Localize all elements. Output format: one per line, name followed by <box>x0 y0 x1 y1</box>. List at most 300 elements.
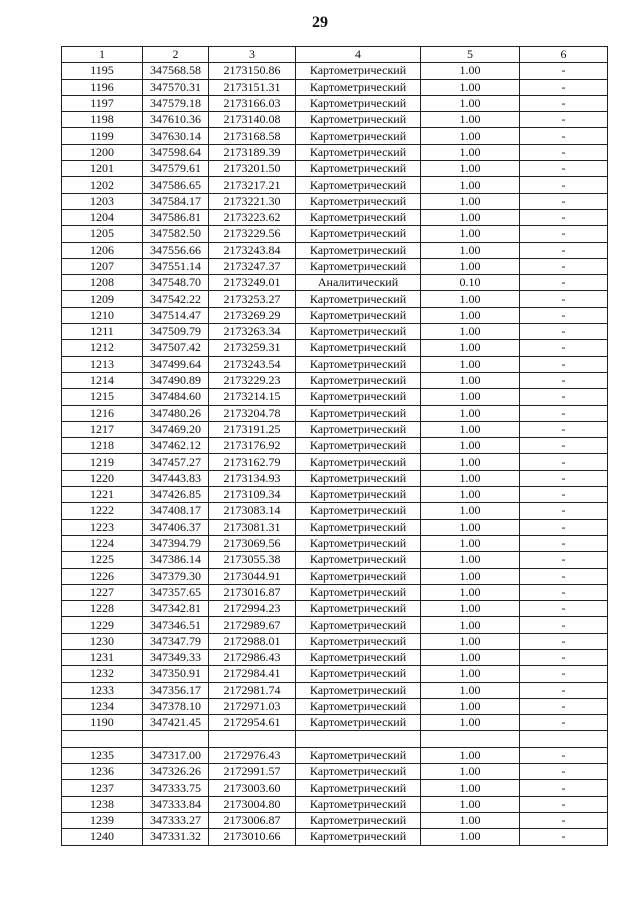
x-coordinate-cell: 347556.66 <box>143 242 209 258</box>
method-cell: Картометрический <box>296 324 421 340</box>
x-coordinate-cell: 347586.65 <box>143 177 209 193</box>
accuracy-cell: 1.00 <box>421 95 520 111</box>
description-cell: - <box>520 682 608 698</box>
method-cell: Картометрический <box>296 405 421 421</box>
page-number: 29 <box>312 14 328 31</box>
accuracy-cell: 1.00 <box>421 666 520 682</box>
table-row <box>62 503 608 519</box>
method-cell: Картометрический <box>296 764 421 780</box>
accuracy-cell: 1.00 <box>421 128 520 144</box>
method-cell: Картометрический <box>296 438 421 454</box>
method-cell: Картометрический <box>296 193 421 209</box>
table-row <box>62 226 608 242</box>
y-coordinate-cell: 2173109.34 <box>209 487 296 503</box>
method-cell: Картометрический <box>296 715 421 731</box>
table-row <box>62 454 608 470</box>
y-coordinate-cell: 2173083.14 <box>209 503 296 519</box>
point-number-cell: 1222 <box>62 503 143 519</box>
point-number-cell: 1234 <box>62 698 143 714</box>
method-cell: Картометрический <box>296 796 421 812</box>
y-coordinate-cell: 2173204.78 <box>209 405 296 421</box>
method-cell: Картометрический <box>296 144 421 160</box>
y-coordinate-cell: 2172991.57 <box>209 764 296 780</box>
description-cell: - <box>520 568 608 584</box>
accuracy-cell: 1.00 <box>421 568 520 584</box>
point-number-cell: 1200 <box>62 144 143 160</box>
accuracy-cell: 1.00 <box>421 144 520 160</box>
point-number-cell: 1227 <box>62 584 143 600</box>
x-coordinate-cell: 347514.47 <box>143 307 209 323</box>
x-coordinate-cell: 347331.32 <box>143 829 209 845</box>
accuracy-cell: 1.00 <box>421 503 520 519</box>
x-coordinate-cell: 347630.14 <box>143 128 209 144</box>
x-coordinate-cell: 347584.17 <box>143 193 209 209</box>
point-number-cell: 1198 <box>62 112 143 128</box>
accuracy-cell: 1.00 <box>421 79 520 95</box>
description-cell: - <box>520 812 608 828</box>
description-cell: - <box>520 242 608 258</box>
point-number-cell: 1240 <box>62 829 143 845</box>
accuracy-cell: 1.00 <box>421 258 520 274</box>
x-coordinate-cell: 347379.30 <box>143 568 209 584</box>
point-number-cell: 1208 <box>62 275 143 291</box>
accuracy-cell: 1.00 <box>421 519 520 535</box>
table-row <box>62 63 608 79</box>
description-cell: - <box>520 209 608 225</box>
point-number-cell: 1220 <box>62 470 143 486</box>
accuracy-cell: 1.00 <box>421 812 520 828</box>
method-cell: Картометрический <box>296 421 421 437</box>
table-row <box>62 307 608 323</box>
table-row <box>62 405 608 421</box>
point-number-cell: 1225 <box>62 552 143 568</box>
y-coordinate-cell: 2172981.74 <box>209 682 296 698</box>
x-coordinate-cell: 347347.79 <box>143 633 209 649</box>
point-number-cell: 1215 <box>62 389 143 405</box>
description-cell: - <box>520 291 608 307</box>
description-cell: - <box>520 389 608 405</box>
y-coordinate-cell: 2173191.25 <box>209 421 296 437</box>
point-number-cell: 1217 <box>62 421 143 437</box>
description-cell: - <box>520 258 608 274</box>
accuracy-cell: 1.00 <box>421 470 520 486</box>
table-row <box>62 666 608 682</box>
table-row <box>62 291 608 307</box>
table-row <box>62 79 608 95</box>
x-coordinate-cell: 347346.51 <box>143 617 209 633</box>
method-cell: Картометрический <box>296 79 421 95</box>
description-cell: - <box>520 340 608 356</box>
y-coordinate-cell: 2173134.93 <box>209 470 296 486</box>
x-coordinate-cell: 347579.61 <box>143 161 209 177</box>
y-coordinate-cell: 2173229.56 <box>209 226 296 242</box>
description-cell: - <box>520 617 608 633</box>
x-coordinate-cell: 347462.12 <box>143 438 209 454</box>
accuracy-cell: 1.00 <box>421 649 520 665</box>
table-row <box>62 112 608 128</box>
table-row <box>62 780 608 796</box>
point-number-cell: 1237 <box>62 780 143 796</box>
description-cell: - <box>520 193 608 209</box>
description-cell <box>520 731 608 747</box>
method-cell: Аналитический <box>296 275 421 291</box>
column-header: 1 <box>62 47 143 63</box>
method-cell: Картометрический <box>296 307 421 323</box>
description-cell: - <box>520 161 608 177</box>
table-row <box>62 747 608 763</box>
table-row <box>62 633 608 649</box>
x-coordinate-cell: 347579.18 <box>143 95 209 111</box>
table-row <box>62 356 608 372</box>
accuracy-cell: 1.00 <box>421 193 520 209</box>
point-number-cell: 1211 <box>62 324 143 340</box>
point-number-cell: 1207 <box>62 258 143 274</box>
y-coordinate-cell: 2173151.31 <box>209 79 296 95</box>
x-coordinate-cell: 347509.79 <box>143 324 209 340</box>
y-coordinate-cell: 2173247.37 <box>209 258 296 274</box>
description-cell: - <box>520 519 608 535</box>
x-coordinate-cell: 347333.75 <box>143 780 209 796</box>
table-row <box>62 584 608 600</box>
column-header: 2 <box>143 47 209 63</box>
x-coordinate-cell: 347582.50 <box>143 226 209 242</box>
description-cell: - <box>520 633 608 649</box>
x-coordinate-cell: 347326.26 <box>143 764 209 780</box>
x-coordinate-cell: 347406.37 <box>143 519 209 535</box>
y-coordinate-cell: 2173243.84 <box>209 242 296 258</box>
x-coordinate-cell: 347484.60 <box>143 389 209 405</box>
point-number-cell: 1230 <box>62 633 143 649</box>
y-coordinate-cell: 2172989.67 <box>209 617 296 633</box>
point-number-cell: 1196 <box>62 79 143 95</box>
description-cell: - <box>520 503 608 519</box>
x-coordinate-cell: 347499.64 <box>143 356 209 372</box>
column-header: 4 <box>296 47 421 63</box>
description-cell: - <box>520 95 608 111</box>
x-coordinate-cell: 347378.10 <box>143 698 209 714</box>
point-number-cell: 1239 <box>62 812 143 828</box>
table-row <box>62 568 608 584</box>
method-cell: Картометрический <box>296 552 421 568</box>
table-row <box>62 601 608 617</box>
method-cell: Картометрический <box>296 95 421 111</box>
method-cell: Картометрический <box>296 226 421 242</box>
method-cell: Картометрический <box>296 682 421 698</box>
accuracy-cell: 1.00 <box>421 829 520 845</box>
description-cell: - <box>520 79 608 95</box>
table-row <box>62 438 608 454</box>
point-number-cell: 1197 <box>62 95 143 111</box>
y-coordinate-cell: 2173243.54 <box>209 356 296 372</box>
description-cell: - <box>520 780 608 796</box>
point-number-cell: 1204 <box>62 209 143 225</box>
table-row <box>62 193 608 209</box>
table-row <box>62 209 608 225</box>
table-row <box>62 340 608 356</box>
accuracy-cell: 1.00 <box>421 633 520 649</box>
table-row <box>62 829 608 845</box>
description-cell: - <box>520 470 608 486</box>
table-row <box>62 421 608 437</box>
y-coordinate-cell: 2172994.23 <box>209 601 296 617</box>
y-coordinate-cell: 2172976.43 <box>209 747 296 763</box>
method-cell: Картометрический <box>296 389 421 405</box>
method-cell: Картометрический <box>296 617 421 633</box>
table-row <box>62 519 608 535</box>
accuracy-cell: 1.00 <box>421 356 520 372</box>
description-cell: - <box>520 454 608 470</box>
accuracy-cell: 1.00 <box>421 324 520 340</box>
method-cell: Картометрический <box>296 829 421 845</box>
x-coordinate-cell <box>143 731 209 747</box>
accuracy-cell: 1.00 <box>421 340 520 356</box>
method-cell: Картометрический <box>296 666 421 682</box>
point-number-cell: 1221 <box>62 487 143 503</box>
description-cell: - <box>520 487 608 503</box>
table-row <box>62 128 608 144</box>
accuracy-cell: 1.00 <box>421 601 520 617</box>
table-row <box>62 764 608 780</box>
method-cell: Картометрический <box>296 454 421 470</box>
table-row <box>62 649 608 665</box>
y-coordinate-cell: 2173044.91 <box>209 568 296 584</box>
accuracy-cell: 1.00 <box>421 209 520 225</box>
table-row <box>62 470 608 486</box>
table-row <box>62 812 608 828</box>
method-cell: Картометрический <box>296 633 421 649</box>
table-row <box>62 617 608 633</box>
table-row <box>62 715 608 731</box>
description-cell: - <box>520 144 608 160</box>
y-coordinate-cell: 2173055.38 <box>209 552 296 568</box>
x-coordinate-cell: 347356.17 <box>143 682 209 698</box>
description-cell: - <box>520 829 608 845</box>
point-number-cell: 1214 <box>62 372 143 388</box>
point-number-cell: 1216 <box>62 405 143 421</box>
point-number-cell: 1235 <box>62 747 143 763</box>
description-cell: - <box>520 128 608 144</box>
method-cell: Картометрический <box>296 780 421 796</box>
method-cell: Картометрический <box>296 503 421 519</box>
table-row <box>62 161 608 177</box>
y-coordinate-cell: 2173006.87 <box>209 812 296 828</box>
description-cell: - <box>520 796 608 812</box>
method-cell <box>296 731 421 747</box>
method-cell: Картометрический <box>296 519 421 535</box>
method-cell: Картометрический <box>296 356 421 372</box>
table-row <box>62 552 608 568</box>
method-cell: Картометрический <box>296 128 421 144</box>
table-row <box>62 275 608 291</box>
description-cell: - <box>520 275 608 291</box>
method-cell: Картометрический <box>296 568 421 584</box>
x-coordinate-cell: 347333.27 <box>143 812 209 828</box>
accuracy-cell: 1.00 <box>421 747 520 763</box>
table-row <box>62 144 608 160</box>
x-coordinate-cell: 347333.84 <box>143 796 209 812</box>
point-number-cell <box>62 731 143 747</box>
x-coordinate-cell: 347394.79 <box>143 535 209 551</box>
point-number-cell: 1199 <box>62 128 143 144</box>
description-cell: - <box>520 552 608 568</box>
description-cell: - <box>520 226 608 242</box>
x-coordinate-cell: 347542.22 <box>143 291 209 307</box>
y-coordinate-cell: 2172954.61 <box>209 715 296 731</box>
description-cell: - <box>520 438 608 454</box>
point-number-cell: 1218 <box>62 438 143 454</box>
table-header-row <box>62 47 608 63</box>
column-header: 6 <box>520 47 608 63</box>
x-coordinate-cell: 347480.26 <box>143 405 209 421</box>
y-coordinate-cell: 2173263.34 <box>209 324 296 340</box>
x-coordinate-cell: 347317.00 <box>143 747 209 763</box>
y-coordinate-cell: 2173217.21 <box>209 177 296 193</box>
point-number-cell: 1203 <box>62 193 143 209</box>
accuracy-cell: 1.00 <box>421 291 520 307</box>
point-number-cell: 1223 <box>62 519 143 535</box>
x-coordinate-cell: 347598.64 <box>143 144 209 160</box>
point-number-cell: 1210 <box>62 307 143 323</box>
method-cell: Картометрический <box>296 242 421 258</box>
method-cell: Картометрический <box>296 63 421 79</box>
description-cell: - <box>520 764 608 780</box>
accuracy-cell: 1.00 <box>421 112 520 128</box>
accuracy-cell: 1.00 <box>421 405 520 421</box>
accuracy-cell: 1.00 <box>421 307 520 323</box>
table-row <box>62 682 608 698</box>
column-header: 3 <box>209 47 296 63</box>
accuracy-cell <box>421 731 520 747</box>
table-row <box>62 487 608 503</box>
y-coordinate-cell: 2173168.58 <box>209 128 296 144</box>
description-cell: - <box>520 747 608 763</box>
table-spacer-row <box>62 731 608 747</box>
accuracy-cell: 1.00 <box>421 584 520 600</box>
method-cell: Картометрический <box>296 601 421 617</box>
accuracy-cell: 1.00 <box>421 421 520 437</box>
description-cell: - <box>520 535 608 551</box>
x-coordinate-cell: 347568.58 <box>143 63 209 79</box>
method-cell: Картометрический <box>296 340 421 356</box>
x-coordinate-cell: 347349.33 <box>143 649 209 665</box>
x-coordinate-cell: 347551.14 <box>143 258 209 274</box>
y-coordinate-cell: 2173253.27 <box>209 291 296 307</box>
description-cell: - <box>520 324 608 340</box>
description-cell: - <box>520 715 608 731</box>
x-coordinate-cell: 347570.31 <box>143 79 209 95</box>
point-number-cell: 1219 <box>62 454 143 470</box>
y-coordinate-cell: 2173249.01 <box>209 275 296 291</box>
table-row <box>62 177 608 193</box>
x-coordinate-cell: 347490.89 <box>143 372 209 388</box>
accuracy-cell: 1.00 <box>421 552 520 568</box>
accuracy-cell: 1.00 <box>421 796 520 812</box>
description-cell: - <box>520 405 608 421</box>
description-cell: - <box>520 307 608 323</box>
accuracy-cell: 1.00 <box>421 454 520 470</box>
description-cell: - <box>520 63 608 79</box>
y-coordinate-cell: 2173221.30 <box>209 193 296 209</box>
method-cell: Картометрический <box>296 747 421 763</box>
description-cell: - <box>520 584 608 600</box>
x-coordinate-cell: 347586.81 <box>143 209 209 225</box>
description-cell: - <box>520 649 608 665</box>
y-coordinate-cell: 2173223.62 <box>209 209 296 225</box>
method-cell: Картометрический <box>296 812 421 828</box>
x-coordinate-cell: 347548.70 <box>143 275 209 291</box>
accuracy-cell: 1.00 <box>421 177 520 193</box>
y-coordinate-cell: 2173269.29 <box>209 307 296 323</box>
y-coordinate-cell: 2173069.56 <box>209 535 296 551</box>
accuracy-cell: 1.00 <box>421 698 520 714</box>
y-coordinate-cell: 2172984.41 <box>209 666 296 682</box>
accuracy-cell: 1.00 <box>421 715 520 731</box>
y-coordinate-cell: 2173229.23 <box>209 372 296 388</box>
point-number-cell: 1201 <box>62 161 143 177</box>
x-coordinate-cell: 347350.91 <box>143 666 209 682</box>
point-number-cell: 1212 <box>62 340 143 356</box>
description-cell: - <box>520 666 608 682</box>
accuracy-cell: 1.00 <box>421 226 520 242</box>
point-number-cell: 1236 <box>62 764 143 780</box>
method-cell: Картометрический <box>296 649 421 665</box>
table-row <box>62 95 608 111</box>
method-cell: Картометрический <box>296 209 421 225</box>
x-coordinate-cell: 347469.20 <box>143 421 209 437</box>
accuracy-cell: 1.00 <box>421 682 520 698</box>
table-row <box>62 535 608 551</box>
x-coordinate-cell: 347426.85 <box>143 487 209 503</box>
y-coordinate-cell: 2173004.80 <box>209 796 296 812</box>
table-row <box>62 324 608 340</box>
method-cell: Картометрический <box>296 487 421 503</box>
method-cell: Картометрический <box>296 470 421 486</box>
y-coordinate-cell: 2173003.60 <box>209 780 296 796</box>
table-row <box>62 372 608 388</box>
x-coordinate-cell: 347443.83 <box>143 470 209 486</box>
accuracy-cell: 1.00 <box>421 438 520 454</box>
table-row <box>62 389 608 405</box>
y-coordinate-cell: 2173259.31 <box>209 340 296 356</box>
accuracy-cell: 1.00 <box>421 372 520 388</box>
method-cell: Картометрический <box>296 112 421 128</box>
y-coordinate-cell <box>209 731 296 747</box>
table-row <box>62 796 608 812</box>
method-cell: Картометрический <box>296 177 421 193</box>
x-coordinate-cell: 347408.17 <box>143 503 209 519</box>
point-number-cell: 1195 <box>62 63 143 79</box>
column-header: 5 <box>421 47 520 63</box>
method-cell: Картометрический <box>296 535 421 551</box>
y-coordinate-cell: 2173010.66 <box>209 829 296 845</box>
x-coordinate-cell: 347610.36 <box>143 112 209 128</box>
description-cell: - <box>520 421 608 437</box>
table-body <box>62 63 608 845</box>
accuracy-cell: 1.00 <box>421 487 520 503</box>
x-coordinate-cell: 347421.45 <box>143 715 209 731</box>
y-coordinate-cell: 2172971.03 <box>209 698 296 714</box>
method-cell: Картометрический <box>296 258 421 274</box>
description-cell: - <box>520 601 608 617</box>
method-cell: Картометрический <box>296 372 421 388</box>
accuracy-cell: 1.00 <box>421 617 520 633</box>
y-coordinate-cell: 2172988.01 <box>209 633 296 649</box>
description-cell: - <box>520 112 608 128</box>
y-coordinate-cell: 2173081.31 <box>209 519 296 535</box>
y-coordinate-cell: 2173140.08 <box>209 112 296 128</box>
point-number-cell: 1213 <box>62 356 143 372</box>
point-number-cell: 1202 <box>62 177 143 193</box>
